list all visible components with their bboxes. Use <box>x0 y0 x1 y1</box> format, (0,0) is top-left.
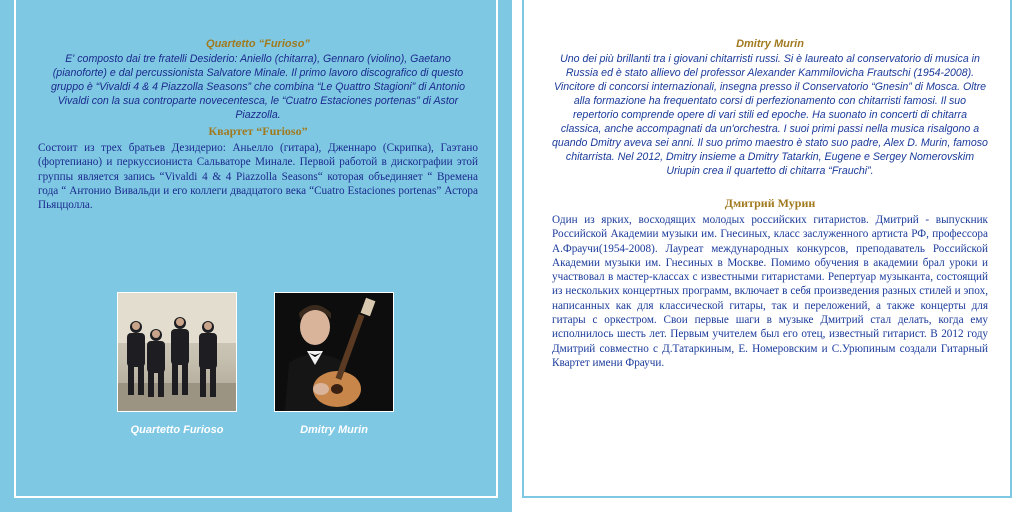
quartet-russian-text: Состоит из трех братьев Дезидерио: Аньелло (гитара), Дженнаро (Скрипка), Гаэтано (фортепиано) и перкуссиониста Сальваторе Минале. Первой работой в дискографии этой группы является запись “Vivaldi 4 & 4 Piazzolla Seasons“ которая объединяет “ Времена года “ Антонио Вивальди и его коллеги двадцатого века “Cuatro Estaciones portenas” Астора Пьяццолла. <box>38 142 478 212</box>
quartet-russian-title: Квартет “Furioso” <box>208 124 308 138</box>
murin-russian-title: Дмитрий Мурин <box>724 196 816 210</box>
quartet-photo <box>117 292 237 412</box>
murin-italian-section <box>552 38 988 178</box>
quartet-italian-title: Quartetto “Furioso” <box>206 38 310 50</box>
group-photo-icon <box>118 293 236 411</box>
guitarist-photo-caption: Dmitry Murin <box>300 424 368 436</box>
right-page <box>512 0 1024 512</box>
murin-russian-text: Один из ярких, восходящих молодых российских гитаристов. Дмитрий - выпускник Российской Академии музыки им. Гнесиных, класс заслуженного артиста РФ, профессора А.Фраучи(1954-2008). Лауреат международных конкурсов, преподаватель Российской Академии музыки им. Гнесиных в Москве. Помимо обучения в академии брал уроки и участвовал в мастер-классах с известными гитаристами. Репертуар музыканта, состоящий из нескольких концертных программ, включает в себя произведения разных стилей и эпох, написанных как для классической гитары, так и переложений, а также концерты для гитары с оркестром. Свои первые шаги в музыке Дмитрий стал делать, когда ему исполнилось шесть лет. Первым учителем был его отец, известный гитарист. В 2012 году Дмитрий совместно с Д.Татаркиным, Е. Номеровским и С.Урюпиным создали Гитарный Квартет имени Фраучи. <box>552 214 988 369</box>
quartet-photo-caption: Quartetto Furioso <box>130 424 224 436</box>
murin-italian-text: Uno dei più brillanti tra i giovani chitarristi russi. Si è laureato al conservatorio di musica in Russia ed è stato allievo del professor Alexander Kammilovicha Frautschi (1954-2008). Vincitore di concorsi internazionali, insegna presso il Conservatorio “Gnesin” di Mosca. Oltre alla formazione ha frequentato corsi di perfezionamento con chitarristi famosi. Il suo repertorio comprende opere di vari stili ed epoche. Ha suonato in concerti di chitarra classica, anche accompagnati da un'orchestra. I suoi primi passi nella musica risalgono a quando Dmitry aveva sei anni. Il suo primo maestro è stato suo padre, Alex D. Murin, famoso chitarrista. Nel 2012, Dmitry insieme a Dmitry Tatarkin, Eugene e Sergey Nomerovskim Uriupin crea il quartetto di chitarra “Frauchi”. <box>552 53 988 177</box>
quartet-italian-text: E' composto dai tre fratelli Desiderio: Aniello (chitarra), Gennaro (violino), Gaetano (pianoforte) e dal percussionista Salvatore Minale. Il primo lavoro discografico di questo gruppo è “Vivaldi 4 & 4 Piazzolla Seasons” che combina “Le Quattro Stagioni” di Antonio Vivaldi con la sua controparte novecentesca, le “Cuatro Estaciones portenas” di Astor Piazzolla. <box>51 53 465 121</box>
guitarist-photo-icon <box>275 293 393 411</box>
guitarist-photo <box>274 292 394 412</box>
quartet-russian-section <box>38 124 478 212</box>
quartet-italian-section <box>38 38 478 122</box>
murin-russian-section <box>552 196 988 370</box>
murin-italian-title: Dmitry Murin <box>736 38 804 50</box>
